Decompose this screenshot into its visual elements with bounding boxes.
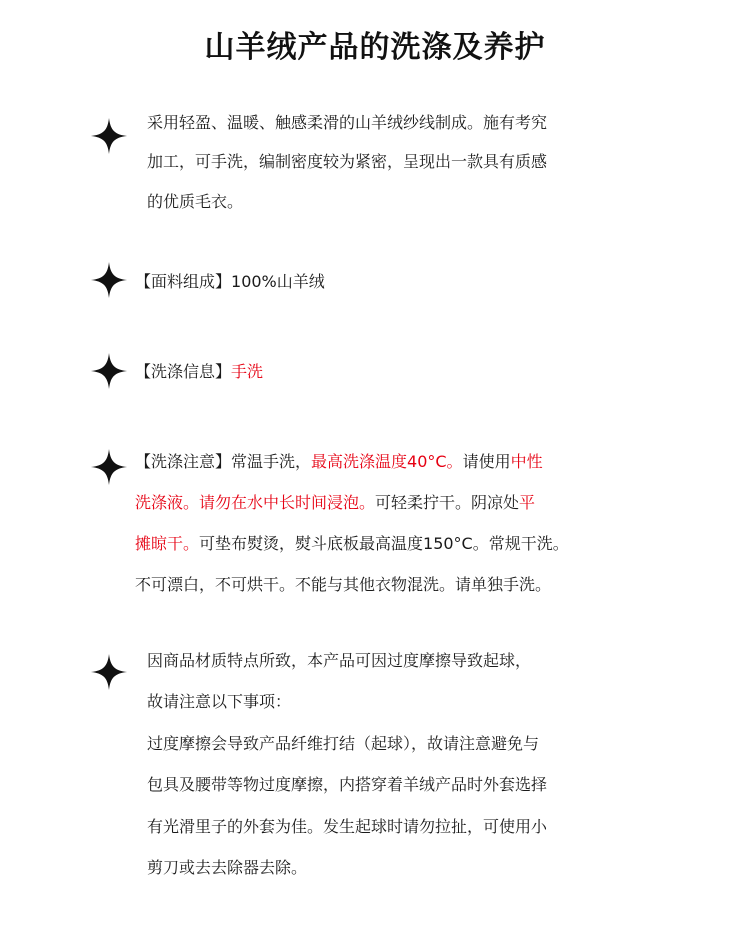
pilling-line-5: 有光滑里子的外套为佳。发生起球时请勿拉扯，可使用小 bbox=[147, 817, 548, 836]
wash-notes-text: 可垫布熨烫，熨斗底板最高温度150°C。常规干洗。 bbox=[199, 534, 569, 553]
fabric-composition bbox=[135, 263, 325, 301]
pilling-line-6: 剪刀或去去除器去除。 bbox=[147, 858, 308, 877]
wash-notes-line-2 bbox=[135, 484, 535, 522]
wash-notes-line-3 bbox=[135, 525, 569, 563]
page-title: 山羊绒产品的洗涤及养护 bbox=[204, 30, 546, 65]
wash-notes-text: 【洗涤注意】常温手洗， bbox=[135, 452, 312, 471]
fabric-value: 100%山羊绒 bbox=[231, 272, 325, 291]
intro-line-2: 加工，可手洗，编制密度较为紧密，呈现出一款具有质感 bbox=[147, 152, 548, 171]
pilling-line-3: 过度摩擦会导致产品纤维打结（起球），故请注意避免与 bbox=[147, 734, 540, 753]
four-point-star-icon bbox=[90, 653, 128, 691]
intro-line-1: 采用轻盈、温暖、触感柔滑的山羊绒纱线制成。施有考究 bbox=[147, 113, 548, 132]
four-point-star-icon bbox=[90, 261, 128, 299]
wash-notes-line-4: 不可漂白，不可烘干。不能与其他衣物混洗。请单独手洗。 bbox=[135, 575, 552, 594]
wash-info-value: 手洗 bbox=[231, 362, 264, 381]
four-point-star-icon bbox=[90, 117, 128, 155]
fabric-label: 【面料组成】 bbox=[135, 272, 232, 291]
wash-notes-text: 请使用 bbox=[462, 452, 511, 471]
intro-line-3: 的优质毛衣。 bbox=[147, 192, 244, 211]
pilling-line-2: 故请注意以下事项： bbox=[147, 692, 292, 711]
four-point-star-icon bbox=[90, 448, 128, 486]
pilling-line-4: 包具及腰带等物过度摩擦，内搭穿着羊绒产品时外套选择 bbox=[147, 775, 548, 794]
pilling-line-1: 因商品材质特点所致，本产品可因过度摩擦导致起球， bbox=[147, 651, 532, 670]
wash-notes-highlight: 摊晾干。 bbox=[135, 534, 200, 553]
wash-info bbox=[135, 353, 263, 391]
four-point-star-icon bbox=[90, 352, 128, 390]
wash-info-label: 【洗涤信息】 bbox=[135, 362, 232, 381]
wash-notes-highlight: 中性 bbox=[510, 452, 543, 471]
wash-notes-highlight: 平 bbox=[519, 493, 536, 512]
wash-notes-line-1 bbox=[135, 443, 543, 481]
wash-notes-highlight: 洗涤液。请勿在水中长时间浸泡。 bbox=[135, 493, 376, 512]
wash-notes-highlight: 最高洗涤温度40°C。 bbox=[311, 452, 463, 471]
wash-notes-text: 可轻柔拧干。阴凉处 bbox=[375, 493, 520, 512]
